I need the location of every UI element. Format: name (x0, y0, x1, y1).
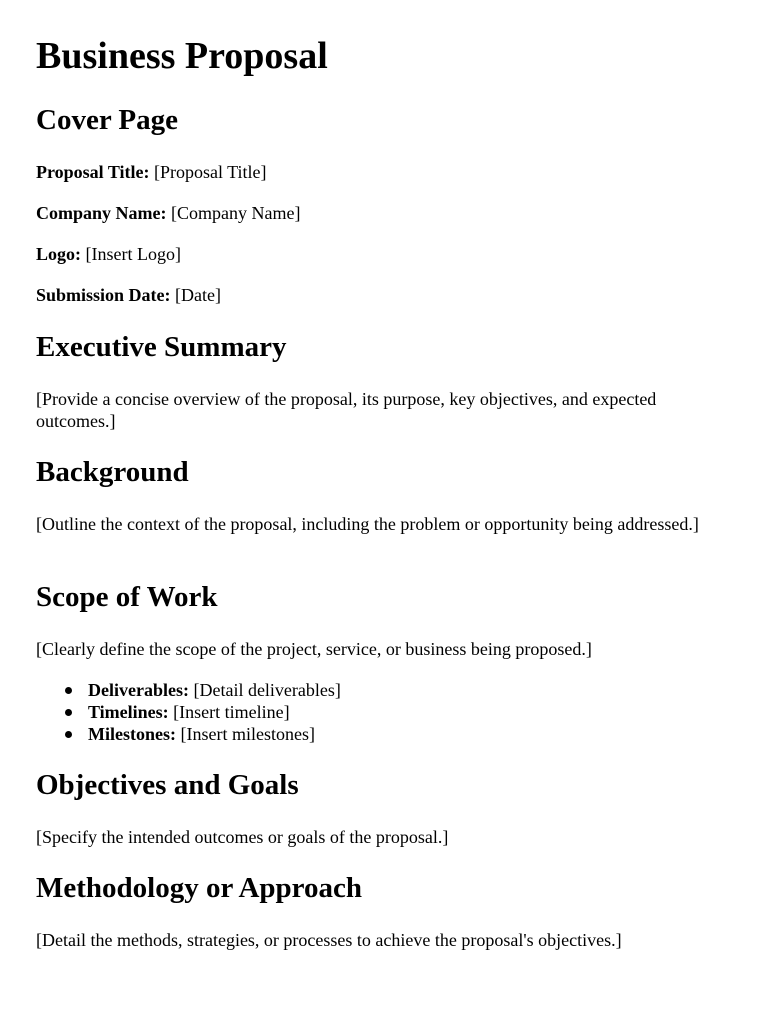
document-title: Business Proposal (36, 35, 328, 77)
executive-summary-heading: Executive Summary (36, 331, 287, 363)
objectives-goals-heading: Objectives and Goals (36, 769, 299, 801)
background-text: [Outline the context of the proposal, including the problem or opportunity being addressed.] (36, 514, 699, 534)
scope-bullet-list (36, 679, 341, 745)
submission-date-field (36, 284, 221, 306)
deliverables-label: Deliverables: (88, 680, 189, 700)
objectives-goals-text: [Specify the intended outcomes or goals of the proposal.] (36, 827, 449, 847)
logo-field (36, 243, 181, 265)
executive-summary-text: [Provide a concise overview of the proposal, its purpose, key objectives, and expected outcomes.] (36, 389, 657, 431)
company-name-label: Company Name: (36, 203, 167, 223)
submission-date-value: [Date] (175, 285, 221, 305)
proposal-title-value: [Proposal Title] (154, 162, 267, 182)
deliverables-value: [Detail deliverables] (193, 680, 341, 700)
milestones-value: [Insert milestones] (180, 724, 315, 744)
bullet-icon (65, 687, 72, 694)
list-item-deliverables (36, 679, 341, 701)
list-item-timelines (36, 701, 341, 723)
company-name-value: [Company Name] (171, 203, 301, 223)
timelines-label: Timelines: (88, 702, 169, 722)
methodology-heading: Methodology or Approach (36, 872, 363, 904)
logo-label: Logo: (36, 244, 81, 264)
bullet-icon (65, 731, 72, 738)
milestones-label: Milestones: (88, 724, 176, 744)
methodology-text: [Detail the methods, strategies, or processes to achieve the proposal's objectives.] (36, 930, 622, 950)
submission-date-label: Submission Date: (36, 285, 171, 305)
bullet-icon (65, 709, 72, 716)
cover-page-heading: Cover Page (36, 104, 178, 136)
scope-of-work-text: [Clearly define the scope of the project, service, or business being proposed.] (36, 639, 592, 659)
list-item-milestones (36, 723, 341, 745)
proposal-title-field (36, 161, 267, 183)
background-heading: Background (36, 456, 189, 488)
proposal-title-label: Proposal Title: (36, 162, 150, 182)
logo-value: [Insert Logo] (85, 244, 181, 264)
timelines-value: [Insert timeline] (173, 702, 290, 722)
company-name-field (36, 202, 300, 224)
scope-of-work-heading: Scope of Work (36, 581, 218, 613)
